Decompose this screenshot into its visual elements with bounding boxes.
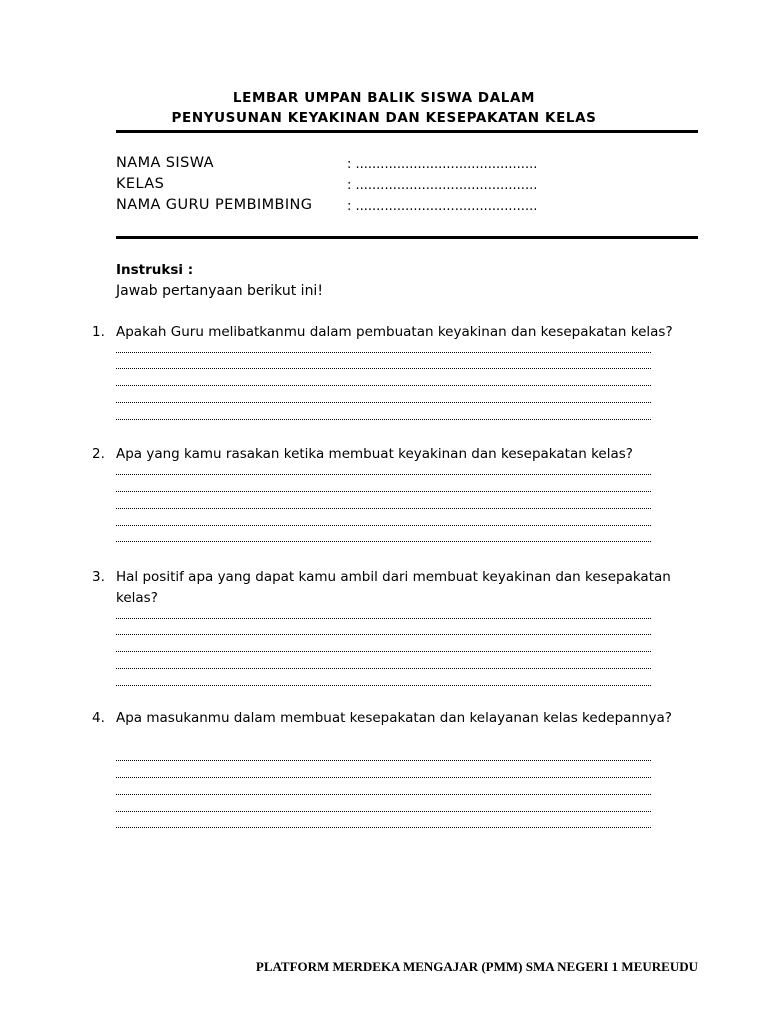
- answer-line[interactable]: [116, 508, 651, 509]
- student-name-field[interactable]: : ............................................: [347, 157, 538, 172]
- student-name-label: NAMA SISWA: [116, 155, 214, 171]
- question-2-text: Apa yang kamu rasakan ketika membuat keyakinan dan kesepakatan kelas?: [116, 446, 633, 462]
- question-3-number: 3.: [92, 569, 105, 585]
- class-field[interactable]: : ............................................: [347, 178, 538, 193]
- answer-line[interactable]: [116, 827, 651, 828]
- question-4-text: Apa masukanmu dalam membuat kesepakatan dan kelayanan kelas kedepannya?: [116, 710, 672, 726]
- question-1-text: Apakah Guru melibatkanmu dalam pembuatan keyakinan dan kesepakatan kelas?: [116, 324, 673, 340]
- answer-line[interactable]: [116, 685, 651, 686]
- title-line-1: LEMBAR UMPAN BALIK SISWA DALAM: [232, 90, 536, 106]
- question-4-number: 4.: [92, 710, 105, 726]
- answer-line[interactable]: [116, 811, 651, 812]
- answer-line[interactable]: [116, 474, 651, 475]
- answer-line[interactable]: [116, 541, 651, 542]
- answer-line[interactable]: [116, 668, 651, 669]
- answer-line[interactable]: [116, 402, 651, 403]
- question-1-number: 1.: [92, 324, 105, 340]
- footer-text: PLATFORM MERDEKA MENGAJAR (PMM) SMA NEGERI 1 MEUREUDU: [255, 959, 698, 974]
- answer-line[interactable]: [116, 385, 651, 386]
- question-3-text: Hal positif apa yang dapat kamu ambil dari membuat keyakinan dan kesepakatan: [116, 569, 671, 585]
- answer-line[interactable]: [116, 777, 651, 778]
- class-label: KELAS: [116, 176, 165, 192]
- answer-line[interactable]: [116, 419, 651, 420]
- answer-line[interactable]: [116, 634, 651, 635]
- answer-line[interactable]: [116, 352, 651, 353]
- instructions-title: Instruksi :: [116, 262, 194, 278]
- answer-line[interactable]: [116, 525, 651, 526]
- answer-line[interactable]: [116, 651, 651, 652]
- teacher-name-field[interactable]: : ............................................: [347, 199, 538, 214]
- title-line-2: PENYUSUNAN KEYAKINAN DAN KESEPAKATAN KELAS: [171, 110, 597, 126]
- answer-line[interactable]: [116, 760, 651, 761]
- middle-divider: [116, 236, 698, 239]
- answer-line[interactable]: [116, 618, 651, 619]
- answer-line[interactable]: [116, 794, 651, 795]
- teacher-name-label: NAMA GURU PEMBIMBING: [116, 197, 313, 213]
- answer-line[interactable]: [116, 368, 651, 369]
- instructions-text: Jawab pertanyaan berikut ini!: [116, 283, 323, 299]
- question-3-text-continued: kelas?: [116, 590, 158, 606]
- answer-line[interactable]: [116, 491, 651, 492]
- question-2-number: 2.: [92, 446, 105, 462]
- top-divider: [116, 130, 698, 133]
